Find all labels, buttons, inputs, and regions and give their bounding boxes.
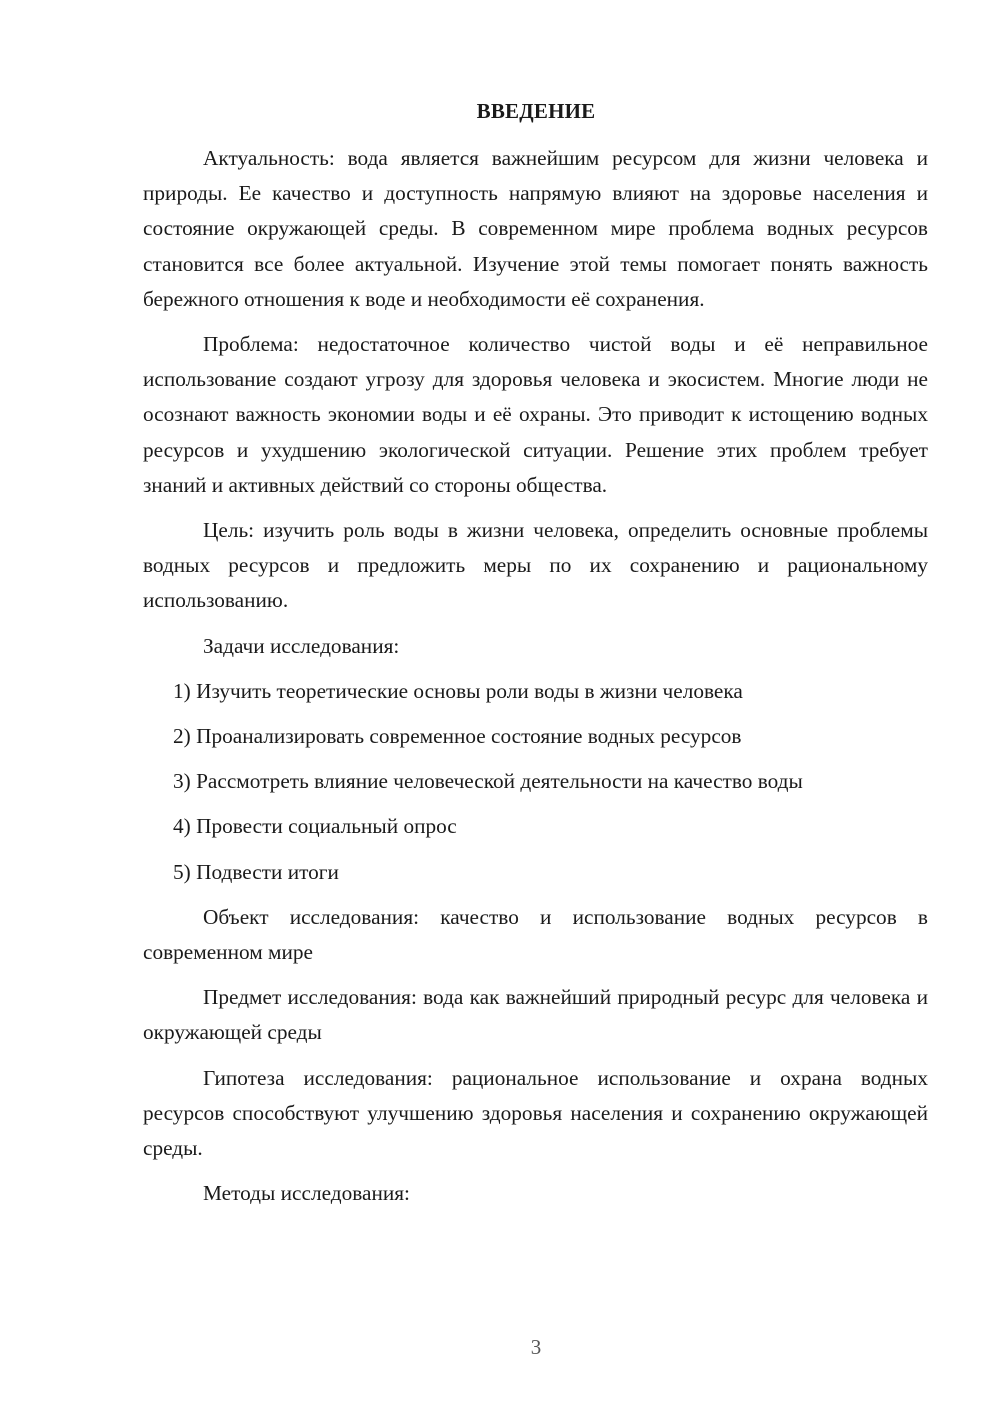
body-text: [143, 141, 928, 1211]
paragraph-relevance: Актуальность: вода является важнейшим ресурсом для жизни человека и природы. Ее качество и доступность напрямую влияют на здоровье населения и состояние окружающей среды. В современном мире проблема водных ресурсов становится все более актуальной. Изучение этой темы помогает понять важность бережного отношения к воде и необходимости её сохранения.: [143, 146, 928, 311]
task-item-2: 2) Проанализировать современное состояние водных ресурсов: [173, 724, 742, 749]
paragraph-object: Объект исследования: качество и использование водных ресурсов в современном мире: [143, 904, 928, 965]
task-item-3: 3) Рассмотреть влияние человеческой деятельности на качество воды: [173, 769, 803, 794]
methods-label: Методы исследования:: [203, 1181, 410, 1206]
task-item-4: 4) Провести социальный опрос: [173, 814, 457, 839]
tasks-label: Задачи исследования:: [203, 633, 400, 658]
page-title: ВВЕДЕНИЕ: [476, 99, 596, 123]
paragraph-goal: Цель: изучить роль воды в жизни человека, определить основные проблемы водных ресурсов и предложить меры по их сохранению и рациональному использованию.: [143, 518, 928, 613]
paragraph-subject: Предмет исследования: вода как важнейший природный ресурс для человека и окружающей среды: [143, 985, 928, 1045]
paragraph-problem: Проблема: недостаточное количество чистой воды и её неправильное использование создают угрозу для здоровья человека и экосистем. Многие люди не осознают важность экономии воды и её охраны. Это приводит к истощению водных ресурсов и ухудшению экологической ситуации. Решение этих проблем требует знаний и активных действий со стороны общества.: [143, 332, 928, 497]
paragraph-hypothesis: Гипотеза исследования: рациональное использование и охрана водных ресурсов способствуют улучшению здоровья населения и сохранению окружающей среды.: [143, 1065, 928, 1161]
page-number: 3: [530, 1335, 542, 1359]
tasks-list: [143, 674, 928, 890]
task-item-5: 5) Подвести итоги: [173, 859, 339, 884]
task-item-1: 1) Изучить теоретические основы роли воды в жизни человека: [173, 678, 743, 703]
